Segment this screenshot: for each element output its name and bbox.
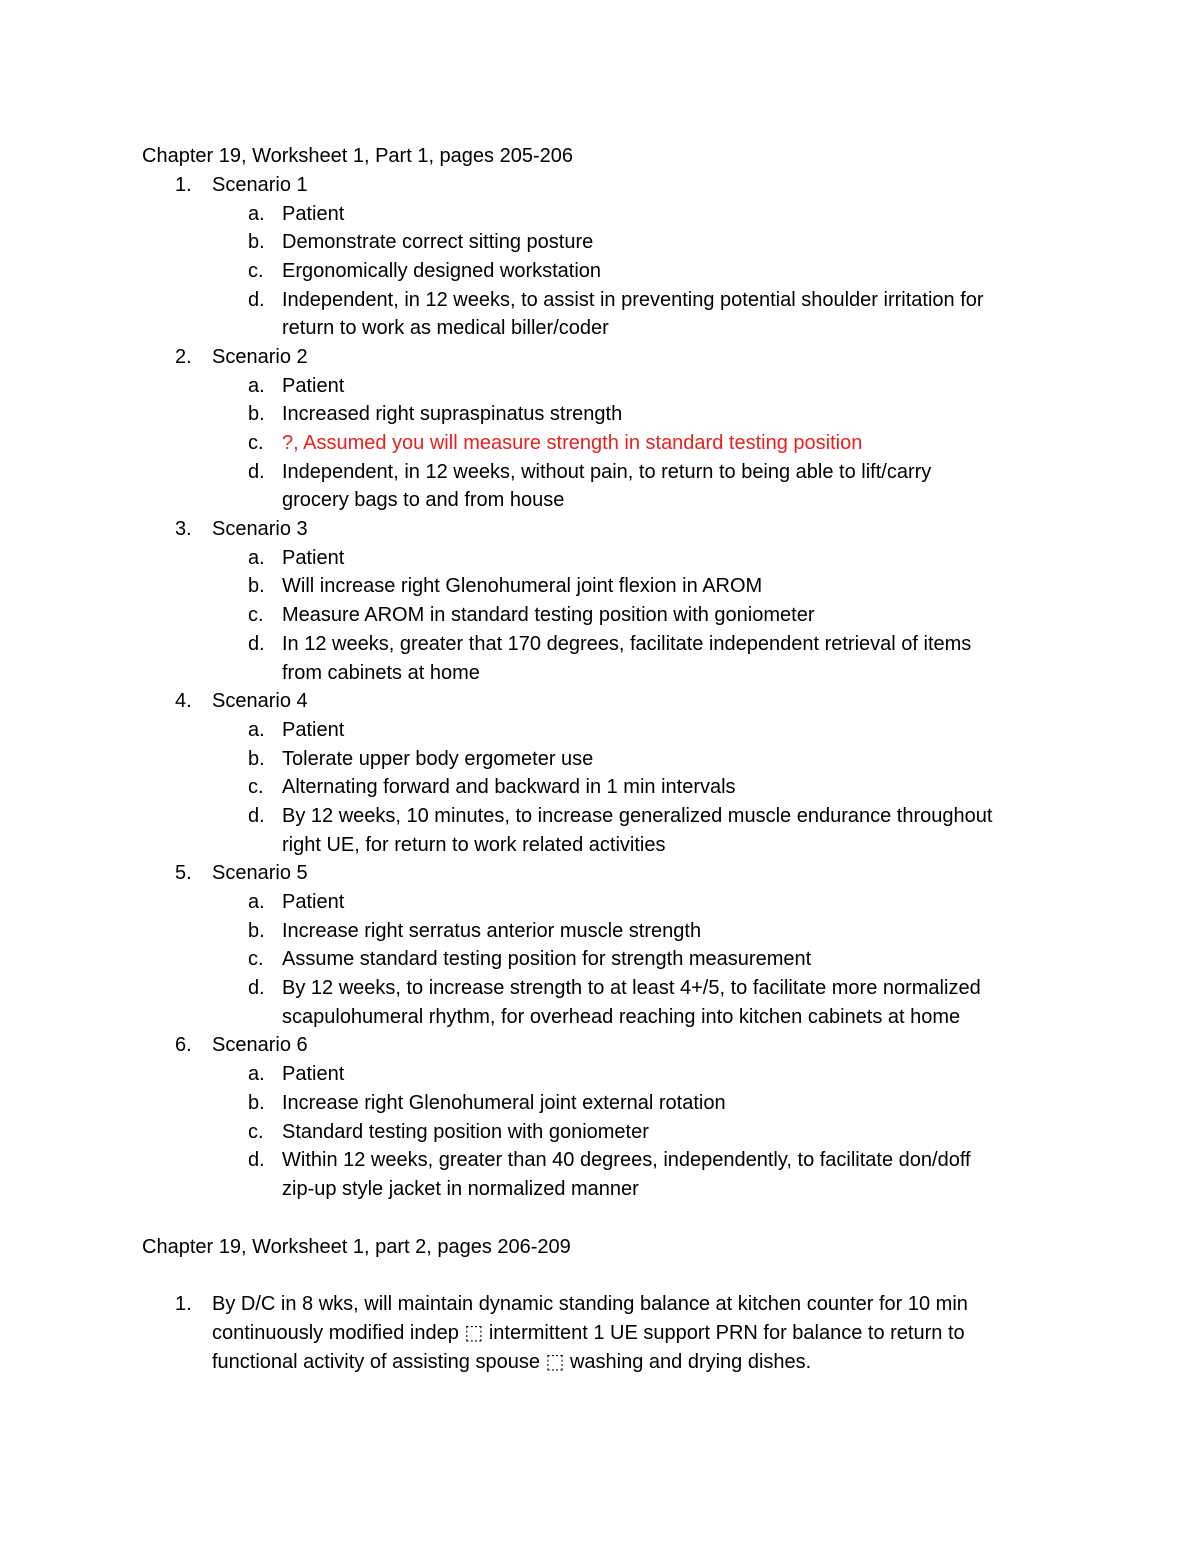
- item-text: Measure AROM in standard testing position with goniometer: [282, 604, 815, 626]
- item-text-continued: from cabinets at home: [282, 662, 480, 684]
- goal-text: By D/C in 8 wks, will maintain dynamic standing balance at kitchen counter for 10 min: [212, 1293, 968, 1315]
- item-text: Patient: [282, 891, 345, 913]
- item-text: Assume standard testing position for strength measurement: [282, 948, 812, 970]
- item-text: Tolerate upper body ergometer use: [282, 748, 594, 770]
- item-letter: a.: [248, 891, 265, 913]
- item-letter: b.: [248, 575, 265, 597]
- part2-heading: Chapter 19, Worksheet 1, part 2, pages 206-209: [142, 1236, 571, 1258]
- item-text: Increase right Glenohumeral joint external rotation: [282, 1092, 726, 1114]
- item-text: Demonstrate correct sitting posture: [282, 231, 594, 253]
- item-letter: c.: [248, 1121, 264, 1143]
- scenario-number: 6.: [175, 1034, 192, 1056]
- item-text: Independent, in 12 weeks, without pain, to return to being able to lift/carry: [282, 461, 932, 483]
- goal-text-continued: functional activity of assisting spouse ⬚ washing and drying dishes.: [212, 1351, 812, 1373]
- item-text: Standard testing position with goniometer: [282, 1121, 649, 1143]
- item-text: Increased right supraspinatus strength: [282, 403, 623, 425]
- item-letter: c.: [248, 260, 264, 282]
- scenario-number: 3.: [175, 518, 192, 540]
- scenario-title: Scenario 3: [212, 518, 308, 540]
- item-letter: c.: [248, 948, 264, 970]
- item-text: Patient: [282, 203, 345, 225]
- item-text: Patient: [282, 1063, 345, 1085]
- item-text-continued: right UE, for return to work related activities: [282, 834, 666, 856]
- scenario-number: 4.: [175, 690, 192, 712]
- item-text-continued: zip-up style jacket in normalized manner: [282, 1178, 639, 1200]
- item-letter: d.: [248, 461, 265, 483]
- item-letter: b.: [248, 403, 265, 425]
- item-text: Within 12 weeks, greater than 40 degrees, independently, to facilitate don/doff: [282, 1149, 971, 1171]
- item-text: By 12 weeks, to increase strength to at least 4+/5, to facilitate more normalized: [282, 977, 981, 999]
- item-letter: a.: [248, 547, 265, 569]
- scenario-title: Scenario 4: [212, 690, 308, 712]
- item-text: Patient: [282, 375, 345, 397]
- item-text: By 12 weeks, 10 minutes, to increase generalized muscle endurance throughout: [282, 805, 993, 827]
- item-letter: a.: [248, 1063, 265, 1085]
- scenario-title: Scenario 6: [212, 1034, 308, 1056]
- item-letter: a.: [248, 375, 265, 397]
- part1-heading: Chapter 19, Worksheet 1, Part 1, pages 205-206: [142, 145, 574, 167]
- scenario-title: Scenario 1: [212, 174, 308, 196]
- item-text: Increase right serratus anterior muscle strength: [282, 920, 702, 942]
- scenario-title: Scenario 2: [212, 346, 308, 368]
- item-letter: d.: [248, 977, 265, 999]
- item-letter: d.: [248, 1149, 265, 1171]
- item-text: Independent, in 12 weeks, to assist in preventing potential shoulder irritation for: [282, 289, 984, 311]
- scenario-number: 5.: [175, 862, 192, 884]
- item-letter: b.: [248, 231, 265, 253]
- goal-number: 1.: [175, 1293, 192, 1315]
- scenario-number: 1.: [175, 174, 192, 196]
- scenario-number: 2.: [175, 346, 192, 368]
- item-letter: d.: [248, 289, 265, 311]
- item-text: In 12 weeks, greater that 170 degrees, facilitate independent retrieval of items: [282, 633, 972, 655]
- item-letter: d.: [248, 805, 265, 827]
- item-letter: a.: [248, 203, 265, 225]
- item-text: Patient: [282, 547, 345, 569]
- item-letter: c.: [248, 604, 264, 626]
- item-letter: a.: [248, 719, 265, 741]
- item-text-continued: return to work as medical biller/coder: [282, 317, 609, 339]
- item-letter: d.: [248, 633, 265, 655]
- item-text-continued: scapulohumeral rhythm, for overhead reaching into kitchen cabinets at home: [282, 1006, 961, 1028]
- item-text: Ergonomically designed workstation: [282, 260, 602, 282]
- item-letter: b.: [248, 920, 265, 942]
- item-text: Alternating forward and backward in 1 min intervals: [282, 776, 736, 798]
- item-letter: b.: [248, 748, 265, 770]
- item-text: Will increase right Glenohumeral joint flexion in AROM: [282, 575, 763, 597]
- item-letter: b.: [248, 1092, 265, 1114]
- item-letter: c.: [248, 776, 264, 798]
- item-text: Patient: [282, 719, 345, 741]
- goal-text-continued: continuously modified indep ⬚ intermittent 1 UE support PRN for balance to return to: [212, 1322, 965, 1344]
- scenario-title: Scenario 5: [212, 862, 308, 884]
- highlighted-item-text: ?, Assumed you will measure strength in standard testing position: [282, 432, 863, 454]
- item-text-continued: grocery bags to and from house: [282, 489, 565, 511]
- item-letter: c.: [248, 432, 264, 454]
